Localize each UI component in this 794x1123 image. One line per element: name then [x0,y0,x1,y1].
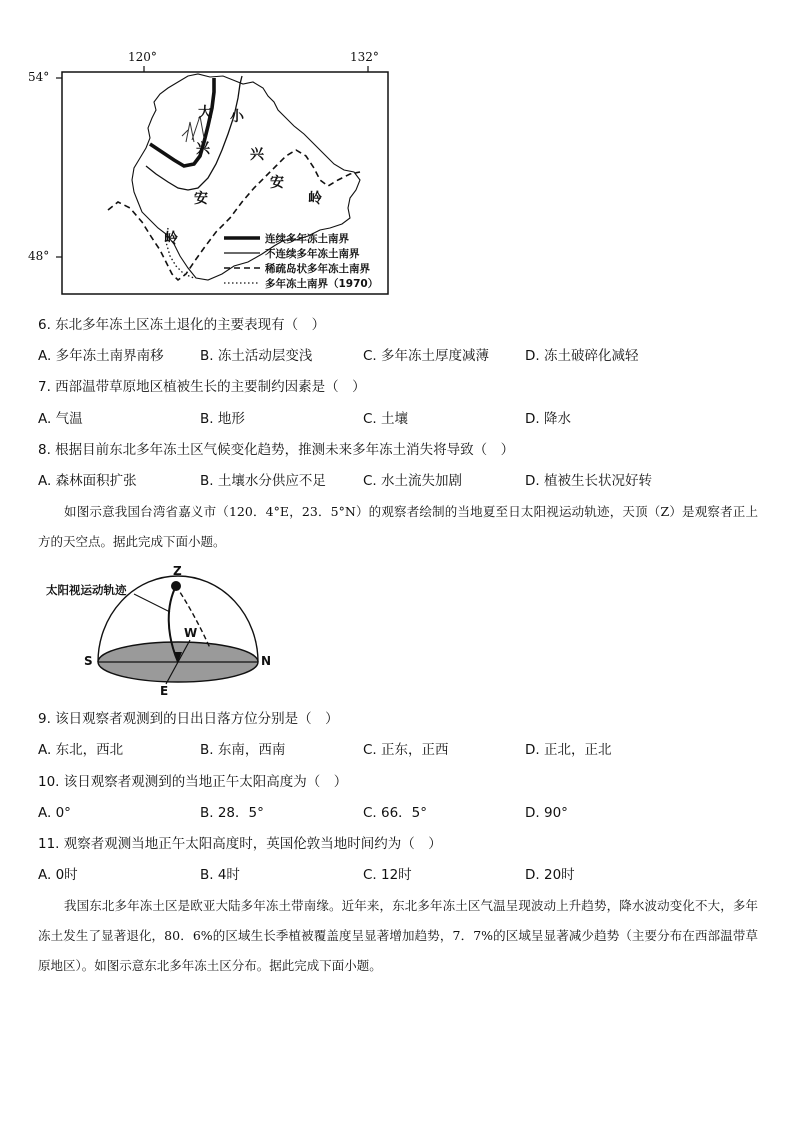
legend-continuous: 连续多年冻土南界 [265,233,349,245]
lon-label-120: 120° [128,50,157,64]
south-label: S [84,654,93,668]
question-6-option-c: C. 多年冻土厚度减薄 [363,348,490,364]
question-10-option-c: C. 66．5° [363,805,428,821]
question-7-stem: 7. 西部温带草原地区植被生长的主要制约因素是（ ） [38,379,366,395]
map-char-an-1: 安 [194,191,208,207]
question-10-option-b: B. 28．5° [200,805,264,821]
west-label: W [184,626,198,640]
map-char-xing-1: 兴 [196,141,210,157]
map-char-da: 大 [198,105,212,121]
legend-discontinuous: 不连续多年冻土南界 [265,248,360,260]
question-8-option-d: D. 植被生长状况好转 [525,473,652,489]
question-6-option-a: A. 多年冻土南界南移 [38,348,164,364]
question-7-option-b: B. 地形 [200,411,245,427]
map-char-an-2: 安 [270,175,284,191]
map-char-ling-2: 岭 [308,191,322,207]
zenith-label: Z [173,564,182,578]
map-char-ling-1: 岭 [164,231,178,247]
east-label: E [160,684,169,698]
question-7-option-d: D. 降水 [525,411,571,427]
intro-permafrost-text: 我国东北多年冻土区是欧亚大陆多年冻土带南缘。近年来，东北多年冻土区气温呈现波动上升趋势，降水波动变化不大，多年冻土发生了显著退化，80．6%的区域生长季植被覆盖度呈显著增加趋势，7．7%的区域呈显著减少趋势（主要分布在西部温带草原地区）。如图示意东北多年冻土区分布。据此完成下面小题。 [38,898,758,973]
question-8-stem: 8. 根据目前东北多年冻土区气候变化趋势，推测未来多年冻土消失将导致（ ） [38,442,515,458]
intro-sun-text: 如图示意我国台湾省嘉义市（120．4°E，23．5°N）的观察者绘制的当地夏至日太阳视运动轨迹，天顶（Z）是观察者正上方的天空点。据此完成下面小题。 [38,504,758,549]
question-9-option-d: D. 正北，正北 [525,742,612,758]
question-11-option-a: A. 0时 [38,867,78,883]
question-11-option-b: B. 4时 [200,867,240,883]
question-7-option-a: A. 气温 [38,411,83,427]
question-6-option-b: B. 冻土活动层变浅 [200,348,313,364]
lat-label-48: 48° [28,249,50,263]
question-11-option-d: D. 20时 [525,867,575,883]
question-9-stem: 9. 该日观察者观测到的日出日落方位分别是（ ） [38,711,339,727]
intro-permafrost-paragraph [38,891,758,981]
question-9-option-b: B. 东南，西南 [200,742,286,758]
intro-sun-paragraph [38,497,758,557]
question-8-option-b: B. 土壤水分供应不足 [200,473,326,489]
question-8-option-c: C. 水土流失加剧 [363,473,463,489]
question-11-stem: 11. 观察者观测当地正午太阳高度时，英国伦敦当地时间约为（ ） [38,836,442,852]
sun-dot [171,581,181,591]
lat-label-54: 54° [28,70,50,84]
north-label: N [261,654,272,668]
question-6-option-d: D. 冻土破碎化减轻 [525,348,639,364]
question-11-option-c: C. 12时 [363,867,412,883]
sun-path-diagram [38,564,278,704]
question-8-option-a: A. 森林面积扩张 [38,473,137,489]
legend-1970: 多年冻土南界（1970） [265,278,379,290]
question-10-option-d: D. 90° [525,805,568,821]
question-9-option-c: C. 正东，正西 [363,742,449,758]
lon-label-132: 132° [350,50,379,64]
question-7-option-c: C. 土壤 [363,411,409,427]
question-10-option-a: A. 0° [38,805,71,821]
sun-track-label: 太阳视运动轨迹 [46,583,127,597]
legend-sparse-island: 稀疏岛状多年冻土南界 [265,263,370,275]
map-char-xiao: 小 [230,109,244,125]
question-6-stem: 6. 东北多年冻土区冻土退化的主要表现有（ ） [38,317,326,333]
question-10-stem: 10. 该日观察者观测到的当地正午太阳高度为（ ） [38,774,348,790]
map-char-xing-2: 兴 [250,147,264,163]
permafrost-map [28,50,398,302]
question-9-option-a: A. 东北，西北 [38,742,124,758]
